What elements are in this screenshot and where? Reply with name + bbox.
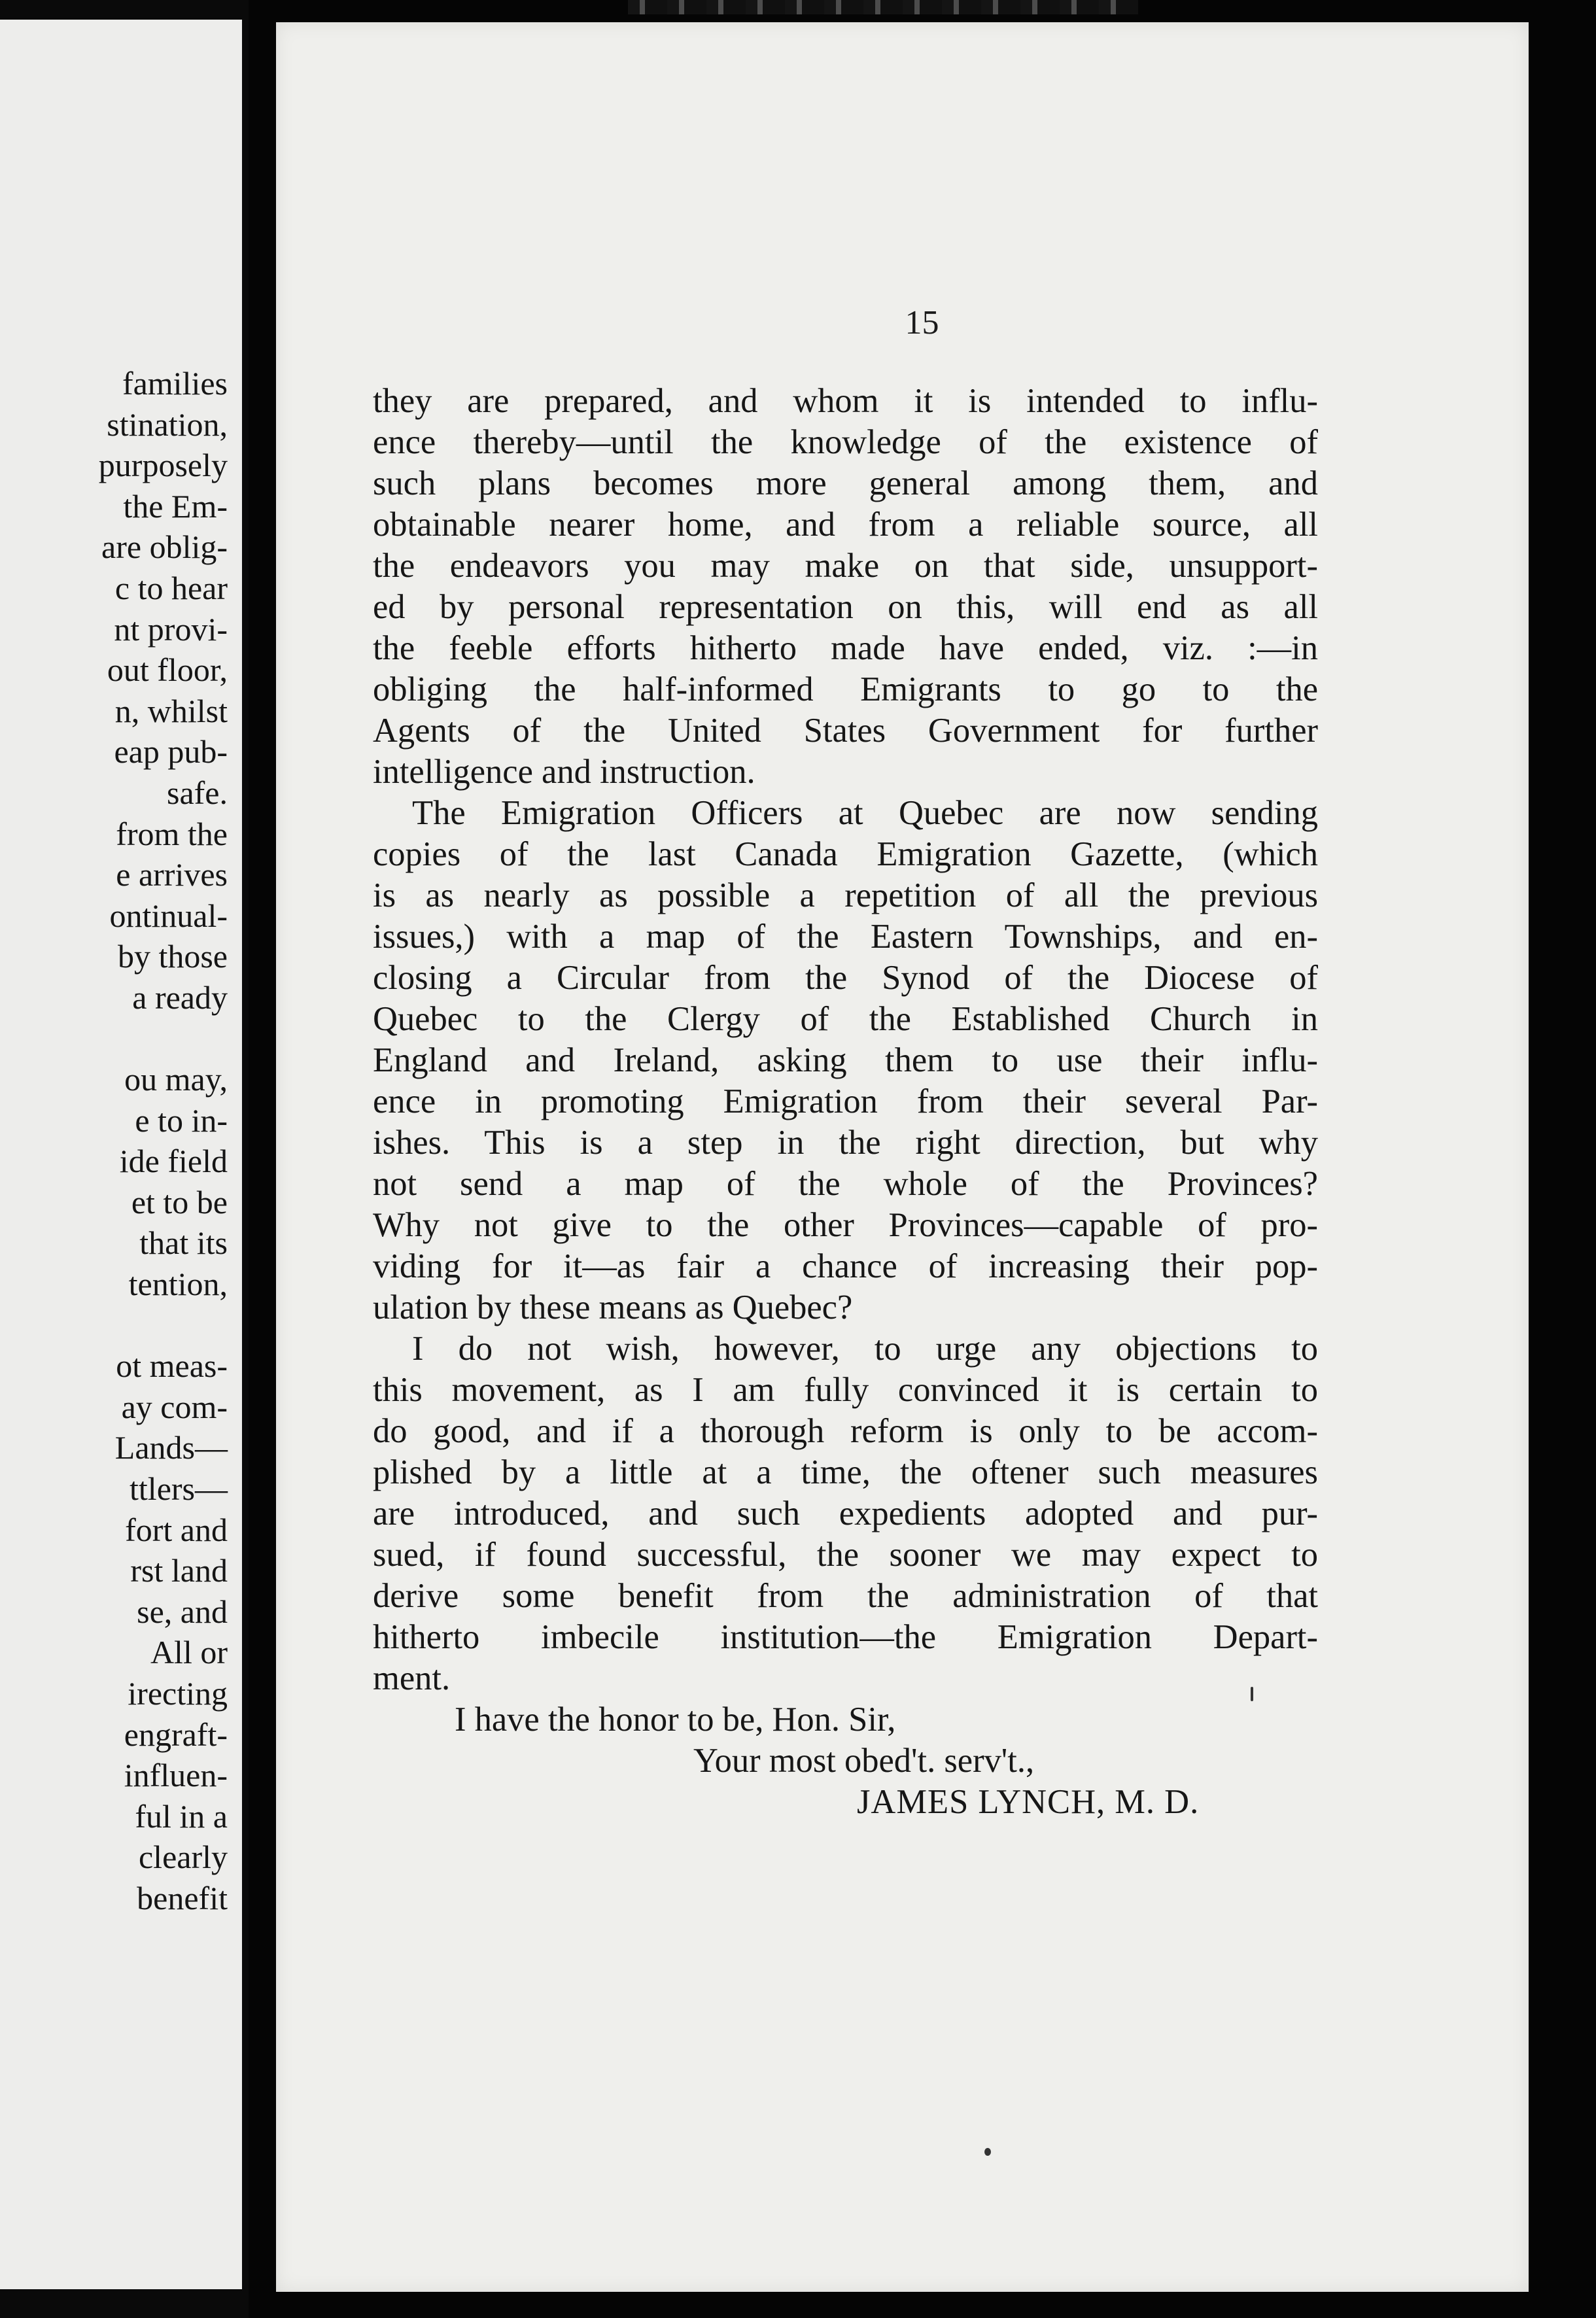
paragraph: [373, 1328, 1318, 1699]
text-line: copies of the last Canada Emigration Gazette, (which: [373, 835, 1318, 873]
text-line: ment.: [373, 1659, 451, 1697]
paragraph: [373, 793, 1318, 1328]
text-line: this movement, as I am fully convinced it is certain to: [373, 1371, 1318, 1409]
left-fragment-line: rst land: [130, 1552, 228, 1589]
closing-salutation: I have the honor to be, Hon. Sir,: [455, 1701, 896, 1738]
text-line: sued, if found successful, the sooner we may expect to: [373, 1536, 1318, 1574]
left-fragment-line: irecting: [128, 1675, 228, 1712]
left-fragment-line: engraft-: [124, 1716, 228, 1753]
closing-valediction: Your most obed't. serv't.,: [693, 1742, 1035, 1780]
left-fragment-line: purposely: [98, 447, 228, 484]
scan-artifact: [628, 0, 1138, 14]
left-fragment-line: tention,: [128, 1266, 228, 1303]
text-line: is as nearly as possible a repetition of all the previous: [373, 876, 1318, 914]
ink-speck: [1251, 1687, 1253, 1701]
text-line: viding for it—as fair a chance of increasing their pop-: [373, 1247, 1318, 1285]
left-fragment-line: nt provi-: [114, 610, 228, 648]
left-fragment-line: that its: [139, 1224, 228, 1262]
text-line: ed by personal representation on this, will end as all: [373, 588, 1318, 626]
left-fragment-line: clearly: [138, 1839, 228, 1876]
left-fragment-line: stination,: [107, 406, 228, 443]
text-line: plished by a little at a time, the oftener such measures: [373, 1453, 1318, 1491]
text-line: ishes. This is a step in the right direction, but why: [373, 1124, 1318, 1162]
page-number: 15: [905, 304, 939, 341]
text-line: ence in promoting Emigration from their several Par-: [373, 1082, 1318, 1120]
text-line: derive some benefit from the administration of that: [373, 1577, 1318, 1615]
main-page: [276, 22, 1529, 2292]
text-line: ulation by these means as Quebec?: [373, 1289, 853, 1326]
left-fragment-line: influen-: [124, 1757, 228, 1794]
left-fragment-line: a ready: [132, 978, 228, 1016]
left-fragment-line: e arrives: [116, 856, 228, 893]
left-fragment-line: from the: [116, 815, 228, 852]
text-line: England and Ireland, asking them to use their influ-: [373, 1041, 1318, 1079]
letter-closing: [373, 1699, 1318, 1823]
text-line: obtainable nearer home, and from a reliable source, all: [373, 506, 1318, 544]
left-page-text-fragments: [5, 363, 228, 1919]
text-line: ence thereby—until the knowledge of the existence of: [373, 423, 1318, 461]
left-fragment-line: ay com-: [121, 1388, 228, 1425]
text-line: the feeble efforts hitherto made have ended, viz. :—in: [373, 629, 1318, 667]
left-fragment-line: Lands—: [114, 1429, 228, 1466]
text-line: they are prepared, and whom it is intended to influ-: [373, 382, 1318, 420]
left-fragment-line: benefit: [137, 1879, 228, 1916]
ink-speck: [984, 2148, 991, 2156]
text-line: Why not give to the other Provinces—capable of pro-: [373, 1206, 1318, 1244]
paragraphs: [373, 381, 1318, 1699]
text-line: closing a Circular from the Synod of the Diocese of: [373, 959, 1318, 997]
left-page: [0, 20, 242, 2289]
left-fragment-line: eap pub-: [114, 733, 228, 770]
text-line: not send a map of the whole of the Provinces?: [373, 1165, 1318, 1203]
left-fragment-line: n, whilst: [114, 692, 228, 729]
left-fragment-line: ide field: [119, 1143, 228, 1180]
left-fragment-line: [5, 1305, 228, 1346]
text-line: do good, and if a thorough reform is only to be accom-: [373, 1412, 1318, 1450]
left-fragment-line: out floor,: [107, 651, 228, 689]
left-fragment-line: ontinual-: [109, 897, 228, 934]
left-fragment-line: are oblig-: [101, 528, 228, 566]
text-line: I do not wish, however, to urge any objections to: [412, 1330, 1318, 1368]
left-fragment-line: ou may,: [124, 1061, 228, 1098]
body-text: [373, 381, 1318, 1823]
text-line: obliging the half-informed Emigrants to go to the: [373, 670, 1318, 708]
left-fragment-line: ot meas-: [116, 1347, 228, 1385]
left-fragment-line: et to be: [131, 1183, 228, 1220]
signature: JAMES LYNCH, M. D.: [857, 1783, 1200, 1821]
left-fragment-line: All or: [150, 1634, 228, 1671]
text-line: The Emigration Officers at Quebec are now sending: [412, 794, 1318, 832]
text-line: intelligence and instruction.: [373, 753, 755, 791]
text-line: Agents of the United States Government for further: [373, 712, 1318, 750]
left-fragment-line: families: [122, 365, 228, 402]
text-line: the endeavors you may make on that side, unsupport-: [373, 547, 1318, 585]
left-fragment-line: safe.: [167, 774, 228, 811]
left-fragment-line: fort and: [125, 1511, 228, 1548]
left-fragment-line: the Em-: [123, 487, 228, 525]
left-fragment-line: ttlers—: [130, 1470, 228, 1508]
left-fragment-line: e to in-: [135, 1101, 228, 1139]
text-line: are introduced, and such expedients adopted and pur-: [373, 1495, 1318, 1532]
text-line: Quebec to the Clergy of the Established Church in: [373, 1000, 1318, 1038]
left-fragment-line: by those: [117, 938, 228, 975]
left-fragment-line: c to hear: [114, 569, 228, 606]
left-fragment-line: se, and: [137, 1593, 228, 1630]
text-line: issues,) with a map of the Eastern Townships, and en-: [373, 918, 1318, 956]
left-fragment-line: ful in a: [135, 1797, 228, 1835]
text-line: such plans becomes more general among them, and: [373, 464, 1318, 502]
paragraph: [373, 381, 1318, 793]
left-fragment-line: [5, 1018, 228, 1060]
text-line: hitherto imbecile institution—the Emigration Depart-: [373, 1618, 1318, 1656]
